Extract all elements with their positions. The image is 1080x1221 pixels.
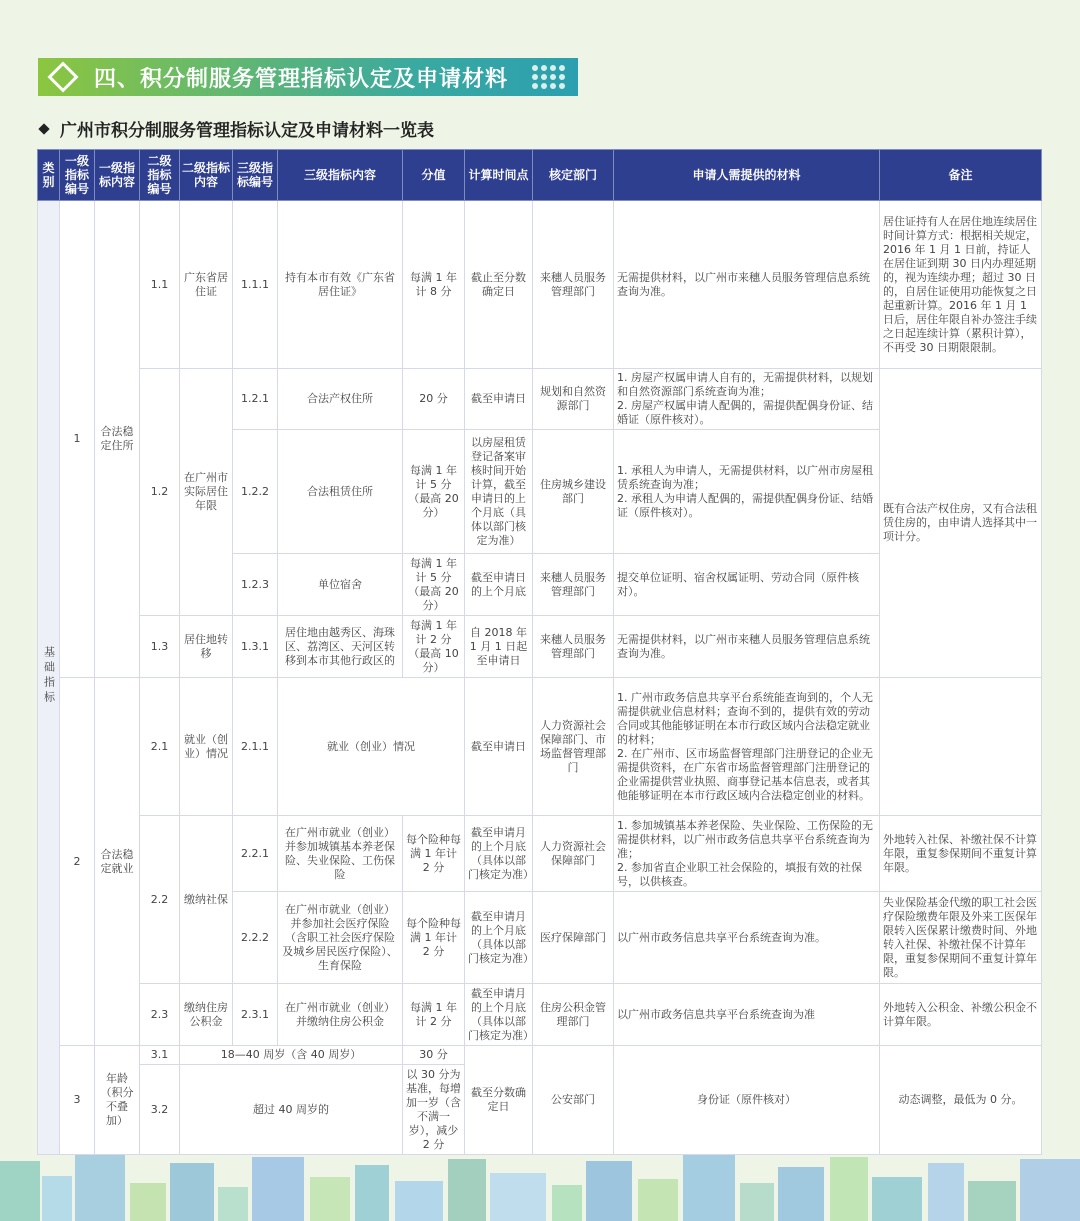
header-note: 备注 bbox=[880, 150, 1042, 201]
time-cell: 截止至分数确定日 bbox=[465, 201, 533, 369]
header-l3-no: 三级指标编号 bbox=[233, 150, 278, 201]
score-cell: 每满 1 年计 8 分 bbox=[403, 201, 465, 369]
l2-no-cell: 1.3 bbox=[140, 616, 180, 678]
material-cell: 1. 承租人为申请人，无需提供材料，以广州市房屋租赁系统查询为准； 2. 承租人为申请人配偶的，需提供配偶身份证、结婚证（原件核对）。 bbox=[614, 430, 880, 554]
l3-no-cell: 2.2.1 bbox=[233, 816, 278, 892]
header-l1-no: 一级指标编号 bbox=[60, 150, 95, 201]
note-cell: 外地转入公积金、补缴公积金不计算年限。 bbox=[880, 984, 1042, 1046]
score-cell: 每满 1 年计 5 分（最高 20 分） bbox=[403, 430, 465, 554]
l1-content-cell: 年龄（积分不叠加） bbox=[95, 1046, 140, 1155]
diamond-icon bbox=[47, 61, 78, 92]
table-subtitle bbox=[40, 116, 434, 141]
l3-no-cell: 1.1.1 bbox=[233, 201, 278, 369]
l3-content-cell: 在广州市就业（创业）并参加社会医疗保险（含职工社会医疗保险及城乡居民医疗保险）、生育保险 bbox=[278, 892, 403, 984]
category-cell: 基础指标 bbox=[38, 201, 60, 1155]
note-cell: 外地转入社保、补缴社保不计算年限，重复参保期间不重复计算年限。 bbox=[880, 816, 1042, 892]
l1-no-cell: 2 bbox=[60, 678, 95, 1046]
time-cell: 截至申请月的上个月底（具体以部门核定为准） bbox=[465, 984, 533, 1046]
l3-content-cell: 居住地由越秀区、海珠区、荔湾区、天河区转移到本市其他行政区的 bbox=[278, 616, 403, 678]
score-cell: 每满 1 年计 2 分 bbox=[403, 984, 465, 1046]
score-cell: 每个险种每满 1 年计 2 分 bbox=[403, 892, 465, 984]
material-cell: 1. 参加城镇基本养老保险、失业保险、工伤保险的无需提供材料，以广州市政务信息共享平台系统查询为准； 2. 参加省直企业职工社会保险的，填报有效的社保号，以供核查。 bbox=[614, 816, 880, 892]
score-cell: 以 30 分为基准，每增加一岁（含不满一岁），减少 2 分 bbox=[403, 1065, 465, 1155]
l2-no-cell: 1.2 bbox=[140, 369, 180, 616]
time-cell: 截至申请月的上个月底（具体以部门核定为准） bbox=[465, 892, 533, 984]
l2-no-cell: 3.2 bbox=[140, 1065, 180, 1155]
l3-no-cell: 2.3.1 bbox=[233, 984, 278, 1046]
score-cell: 20 分 bbox=[403, 369, 465, 430]
header-score: 分值 bbox=[403, 150, 465, 201]
material-cell: 无需提供材料，以广州市来穗人员服务管理信息系统查询为准。 bbox=[614, 616, 880, 678]
l2-content-cell: 居住地转移 bbox=[180, 616, 233, 678]
indicator-table bbox=[37, 149, 1042, 1155]
subtitle-text: 广州市积分制服务管理指标认定及申请材料一览表 bbox=[60, 121, 434, 141]
dept-cell: 人力资源社会保障部门 bbox=[533, 816, 614, 892]
material-cell: 提交单位证明、宿舍权属证明、劳动合同（原件核对）。 bbox=[614, 554, 880, 616]
table-row bbox=[38, 201, 1042, 369]
l3-content-cell: 单位宿舍 bbox=[278, 554, 403, 616]
l2-no-cell: 1.1 bbox=[140, 201, 180, 369]
note-cell: 居住证持有人在居住地连续居住时间计算方式：根据相关规定，2016 年 1 月 1 日前，持证人在居住证到期 30 日内办理延期的，视为连续办理；超过 30 日的，自居住证使用功能恢复之日起重新计算。2016 年 1 月 1 日后，居住年限自补办签注手续之日起连续计算（累积计算），不再受 30 日期限限制。 bbox=[880, 201, 1042, 369]
note-cell: 失业保险基金代缴的职工社会医疗保险缴费年限及外来工医保年限转入医保累计缴费时间、外地转入社保、补缴社保不计算年限，重复参保期间不重复计算年限。 bbox=[880, 892, 1042, 984]
l3-no-cell: 2.2.2 bbox=[233, 892, 278, 984]
time-cell: 截至分数确定日 bbox=[465, 1046, 533, 1155]
time-cell: 自 2018 年 1 月 1 日起至申请日 bbox=[465, 616, 533, 678]
time-cell: 截至申请日的上个月底 bbox=[465, 554, 533, 616]
l2-content-cell: 18—40 周岁（含 40 周岁） bbox=[180, 1046, 403, 1065]
l2-content-cell: 超过 40 周岁的 bbox=[180, 1065, 403, 1155]
l3-no-cell: 2.1.1 bbox=[233, 678, 278, 816]
section-title: 四、积分制服务管理指标认定及申请材料 bbox=[94, 66, 509, 92]
dept-cell: 公安部门 bbox=[533, 1046, 614, 1155]
header-time: 计算时间点 bbox=[465, 150, 533, 201]
time-cell: 截至申请月的上个月底（具体以部门核定为准） bbox=[465, 816, 533, 892]
table-row bbox=[38, 816, 1042, 892]
l3-content-cell: 在广州市就业（创业）并缴纳住房公积金 bbox=[278, 984, 403, 1046]
l2-no-cell: 2.1 bbox=[140, 678, 180, 816]
note-cell: 动态调整，最低为 0 分。 bbox=[880, 1046, 1042, 1155]
l3-content-cell: 合法产权住所 bbox=[278, 369, 403, 430]
header-l1-content: 一级指标内容 bbox=[95, 150, 140, 201]
section-banner bbox=[38, 58, 578, 96]
note-cell bbox=[880, 678, 1042, 816]
bullet-diamond-icon bbox=[38, 123, 49, 134]
time-cell: 截至申请日 bbox=[465, 369, 533, 430]
l1-no-cell: 3 bbox=[60, 1046, 95, 1155]
dept-cell: 规划和自然资源部门 bbox=[533, 369, 614, 430]
table-row bbox=[38, 369, 1042, 430]
dept-cell: 人力资源社会保障部门、市场监督管理部门 bbox=[533, 678, 614, 816]
dots-decoration-icon bbox=[532, 65, 568, 89]
score-cell: 每个险种每满 1 年计 2 分 bbox=[403, 816, 465, 892]
dept-cell: 医疗保障部门 bbox=[533, 892, 614, 984]
material-cell: 以广州市政务信息共享平台系统查询为准 bbox=[614, 984, 880, 1046]
l2-content-cell: 缴纳住房公积金 bbox=[180, 984, 233, 1046]
dept-cell: 来穗人员服务管理部门 bbox=[533, 554, 614, 616]
l1-no-cell: 1 bbox=[60, 201, 95, 678]
l1-content-cell: 合法稳定就业 bbox=[95, 678, 140, 1046]
header-l2-content: 二级指标内容 bbox=[180, 150, 233, 201]
dept-cell: 住房城乡建设部门 bbox=[533, 430, 614, 554]
l2-content-cell: 在广州市实际居住年限 bbox=[180, 369, 233, 616]
l3-content-cell: 持有本市有效《广东省居住证》 bbox=[278, 201, 403, 369]
note-cell: 既有合法产权住房，又有合法租赁住房的，由申请人选择其中一项计分。 bbox=[880, 369, 1042, 678]
score-cell: 30 分 bbox=[403, 1046, 465, 1065]
material-cell: 身份证（原件核对） bbox=[614, 1046, 880, 1155]
l2-no-cell: 3.1 bbox=[140, 1046, 180, 1065]
dept-cell: 来穗人员服务管理部门 bbox=[533, 201, 614, 369]
l3-no-cell: 1.3.1 bbox=[233, 616, 278, 678]
l1-content-cell: 合法稳定住所 bbox=[95, 201, 140, 678]
table-row bbox=[38, 678, 1042, 816]
score-cell: 每满 1 年计 2 分（最高 10 分） bbox=[403, 616, 465, 678]
l3-content-cell: 合法租赁住所 bbox=[278, 430, 403, 554]
l2-content-cell: 广东省居住证 bbox=[180, 201, 233, 369]
l3-no-cell: 1.2.2 bbox=[233, 430, 278, 554]
header-l3-content: 三级指标内容 bbox=[278, 150, 403, 201]
time-cell: 以房屋租赁登记备案审核时间开始计算，截至申请日的上个月底（具体以部门核定为准） bbox=[465, 430, 533, 554]
l2-content-cell: 就业（创业）情况 bbox=[180, 678, 233, 816]
material-cell: 1. 房屋产权属申请人自有的，无需提供材料，以规划和自然资源部门系统查询为准； 2. 房屋产权属申请人配偶的，需提供配偶身份证、结婚证（原件核对）。 bbox=[614, 369, 880, 430]
l3-content-cell: 在广州市就业（创业）并参加城镇基本养老保险、失业保险、工伤保险 bbox=[278, 816, 403, 892]
l2-no-cell: 2.2 bbox=[140, 816, 180, 984]
material-cell: 以广州市政务信息共享平台系统查询为准。 bbox=[614, 892, 880, 984]
material-cell: 1. 广州市政务信息共享平台系统能查询到的，个人无需提供就业信息材料；查询不到的，提供有效的劳动合同或其他能够证明在本市行政区域内合法稳定就业的材料； 2. 在广州市、区市场监督管理部门注册登记的企业无需提供资料，在广东省市场监督管理部门注册登记的企业需提供营业执照、商事登记基本信息表，或者其他能够证明在本市行政区域内合法稳定创业的材料。 bbox=[614, 678, 880, 816]
header-materials: 申请人需提供的材料 bbox=[614, 150, 880, 201]
l2-content-cell: 缴纳社保 bbox=[180, 816, 233, 984]
table-row bbox=[38, 984, 1042, 1046]
l3-no-cell: 1.2.3 bbox=[233, 554, 278, 616]
time-cell: 截至申请日 bbox=[465, 678, 533, 816]
l3-content-cell: 就业（创业）情况 bbox=[278, 678, 465, 816]
table-row bbox=[38, 1046, 1042, 1065]
dept-cell: 住房公积金管理部门 bbox=[533, 984, 614, 1046]
l2-no-cell: 2.3 bbox=[140, 984, 180, 1046]
header-category: 类别 bbox=[38, 150, 60, 201]
city-skyline-decoration bbox=[0, 1151, 1080, 1221]
dept-cell: 来穗人员服务管理部门 bbox=[533, 616, 614, 678]
material-cell: 无需提供材料，以广州市来穗人员服务管理信息系统查询为准。 bbox=[614, 201, 880, 369]
score-cell: 每满 1 年计 5 分（最高 20 分） bbox=[403, 554, 465, 616]
table-header-row bbox=[38, 150, 1042, 201]
header-l2-no: 二级指标编号 bbox=[140, 150, 180, 201]
header-dept: 核定部门 bbox=[533, 150, 614, 201]
l3-no-cell: 1.2.1 bbox=[233, 369, 278, 430]
